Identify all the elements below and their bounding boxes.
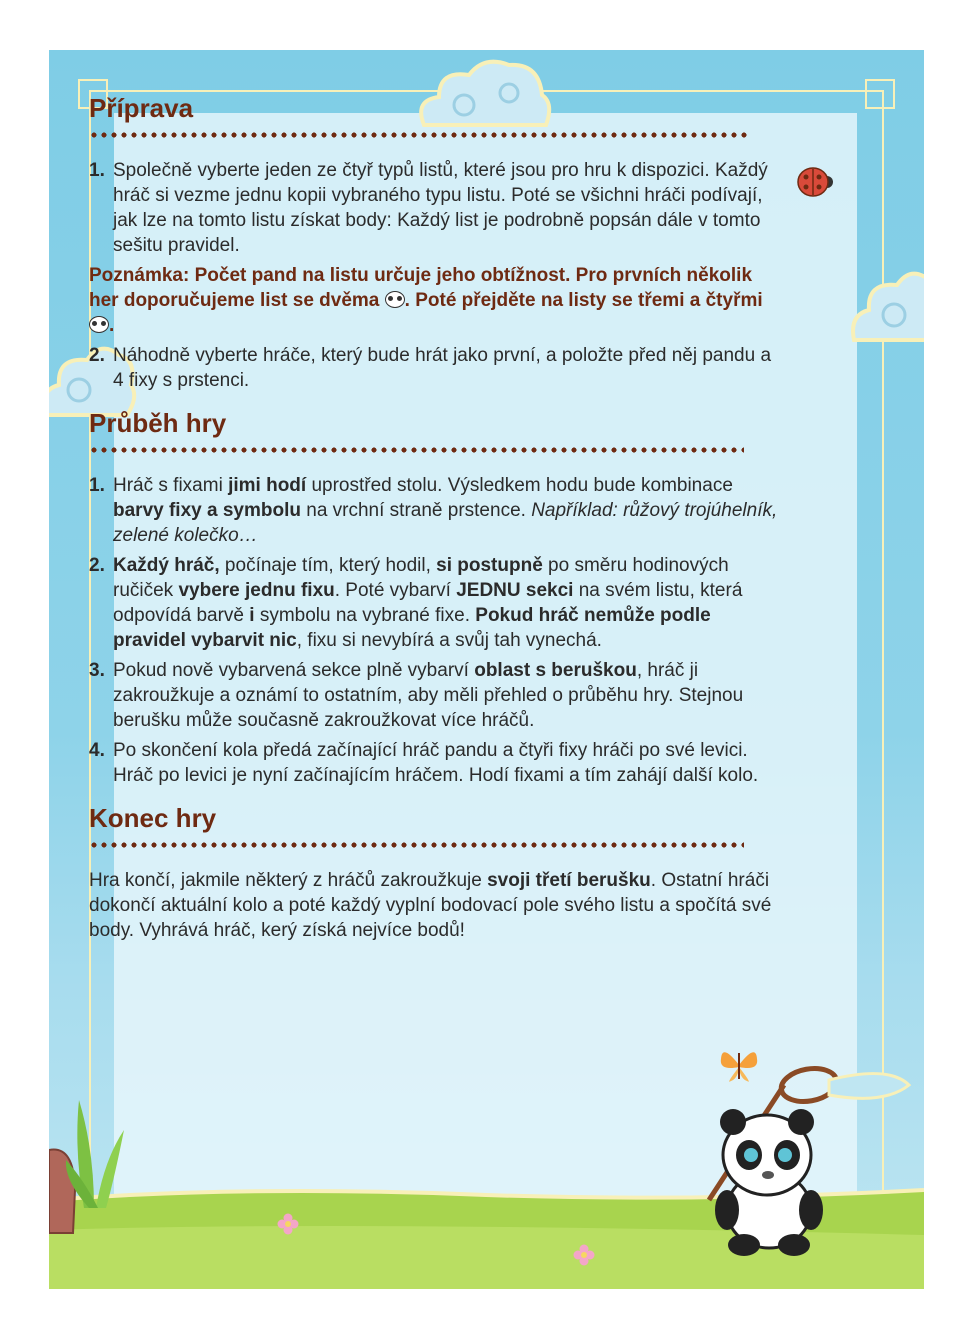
rules-content bbox=[89, 92, 785, 957]
end-text: . Ostatní hráči dokončí aktuální kolo a poté každý vyplní bodovací pole svého listu a spočítá své body. Vyhrává hráč, kerý získá nejvíce bodů! bbox=[89, 870, 772, 941]
step-number: 2. bbox=[89, 345, 105, 366]
panda-icon bbox=[89, 316, 109, 333]
steps-list bbox=[89, 473, 785, 788]
step-text-bold: si postupně bbox=[436, 555, 543, 576]
cloud-right-icon bbox=[849, 260, 924, 345]
step-text-italic: Například: růžový trojúhelník, zelené kolečko… bbox=[113, 500, 778, 546]
list-item bbox=[89, 343, 785, 393]
step-text: uprostřed stolu. Výsledkem hodu bude kombinace bbox=[306, 475, 733, 496]
step-text-bold: jimi hodí bbox=[228, 475, 307, 496]
section-priprava bbox=[89, 92, 785, 393]
section-title: Příprava bbox=[89, 93, 194, 123]
step-text: Pokud nově vybarvená sekce plně vybarví bbox=[113, 660, 475, 681]
section-konec-hry bbox=[89, 802, 785, 943]
list-item bbox=[89, 553, 785, 653]
step-text: Po skončení kola předá začínající hráč pandu a čtyři fixy hráči po své levici. Hráč po levici je nyní začínajícím hráčem. Hodí fixami a tím zahájí další kolo. bbox=[113, 740, 759, 786]
step-text: , hráč ji zakroužkuje a oznámí to ostatním, aby měli přehled o průběhu hry. Stejnou berušku může současně zakroužkovat více hráčů. bbox=[113, 660, 744, 731]
list-item bbox=[89, 473, 785, 548]
panda-with-net-icon bbox=[689, 1060, 919, 1260]
dotted-divider bbox=[89, 840, 744, 850]
step-text: na vrchní straně prstence. bbox=[300, 500, 532, 521]
step-number: 2. bbox=[89, 555, 105, 576]
step-text: na svém listu, která odpovídá barvě bbox=[113, 580, 743, 626]
dotted-divider bbox=[89, 130, 749, 140]
step-text: , fixu si nevybírá a svůj tah vynechá. bbox=[296, 630, 602, 651]
list-item bbox=[89, 738, 785, 788]
step-text: symbolu na vybrané fixe. bbox=[254, 605, 476, 626]
end-text: Hra končí, jakmile některý z hráčů zakroužkuje bbox=[89, 870, 488, 891]
step-text: Náhodně vyberte hráče, který bude hrát jako první, a položte před něj pandu a 4 fixy s prstenci. bbox=[113, 345, 772, 391]
step-text-bold: oblast s beruškou bbox=[474, 660, 637, 681]
step-text: Společně vyberte jeden ze čtyř typů listů, které jsou pro hru k dispozici. Každý hráč si vezme jednu kopii vybraného typu listu. Poté se všichni hráči podívají, jak lze na tomto listu získat body: Každý list je podrobně popsán dále v tomto sešitu pravidel. bbox=[113, 160, 768, 256]
flower-icon bbox=[573, 1244, 595, 1266]
step-text-bold: i bbox=[249, 605, 255, 626]
step-text-bold: Každý hráč, bbox=[113, 555, 220, 576]
step-text: počínaje tím, který hodil, bbox=[219, 555, 437, 576]
section-title: Průběh hry bbox=[89, 408, 227, 438]
note-label: Poznámka: bbox=[89, 265, 190, 286]
step-text: po směru hodinových ručiček bbox=[113, 555, 729, 601]
step-number: 1. bbox=[89, 475, 105, 496]
ladybug-icon bbox=[797, 166, 833, 198]
steps-list bbox=[89, 158, 785, 258]
step-text: . Poté vybarví bbox=[334, 580, 457, 601]
step-text: Hráč s fixami bbox=[113, 475, 229, 496]
step-text-bold: JEDNU sekci bbox=[456, 580, 574, 601]
end-text-bold: svoji třetí berušku bbox=[487, 870, 651, 891]
step-number: 3. bbox=[89, 660, 105, 681]
end-paragraph bbox=[89, 868, 785, 943]
dotted-divider bbox=[89, 445, 744, 455]
note-text: . bbox=[109, 315, 115, 336]
flower-icon bbox=[277, 1213, 299, 1235]
frame-corner bbox=[865, 79, 895, 109]
note-text: . Poté přejděte na listy se třemi a čtyřmi bbox=[404, 290, 763, 311]
step-text-bold: vybere jednu fixu bbox=[178, 580, 335, 601]
panda-icon bbox=[385, 291, 405, 308]
step-number: 1. bbox=[89, 160, 105, 181]
step-text-bold: barvy fixy a symbolu bbox=[113, 500, 301, 521]
plant-icon bbox=[64, 1090, 134, 1210]
list-item bbox=[89, 658, 785, 733]
note-text: Počet pand na listu určuje jeho obtížnost. Pro prvních několik her doporučujeme list se dvěma bbox=[89, 265, 753, 311]
step-text-bold: Pokud hráč nemůže podle pravidel vybarvit nic bbox=[113, 605, 711, 651]
section-prubeh-hry bbox=[89, 407, 785, 788]
step-number: 4. bbox=[89, 740, 105, 761]
note-paragraph bbox=[89, 263, 785, 338]
steps-list bbox=[89, 343, 785, 393]
section-title: Konec hry bbox=[89, 803, 217, 833]
list-item bbox=[89, 158, 785, 258]
